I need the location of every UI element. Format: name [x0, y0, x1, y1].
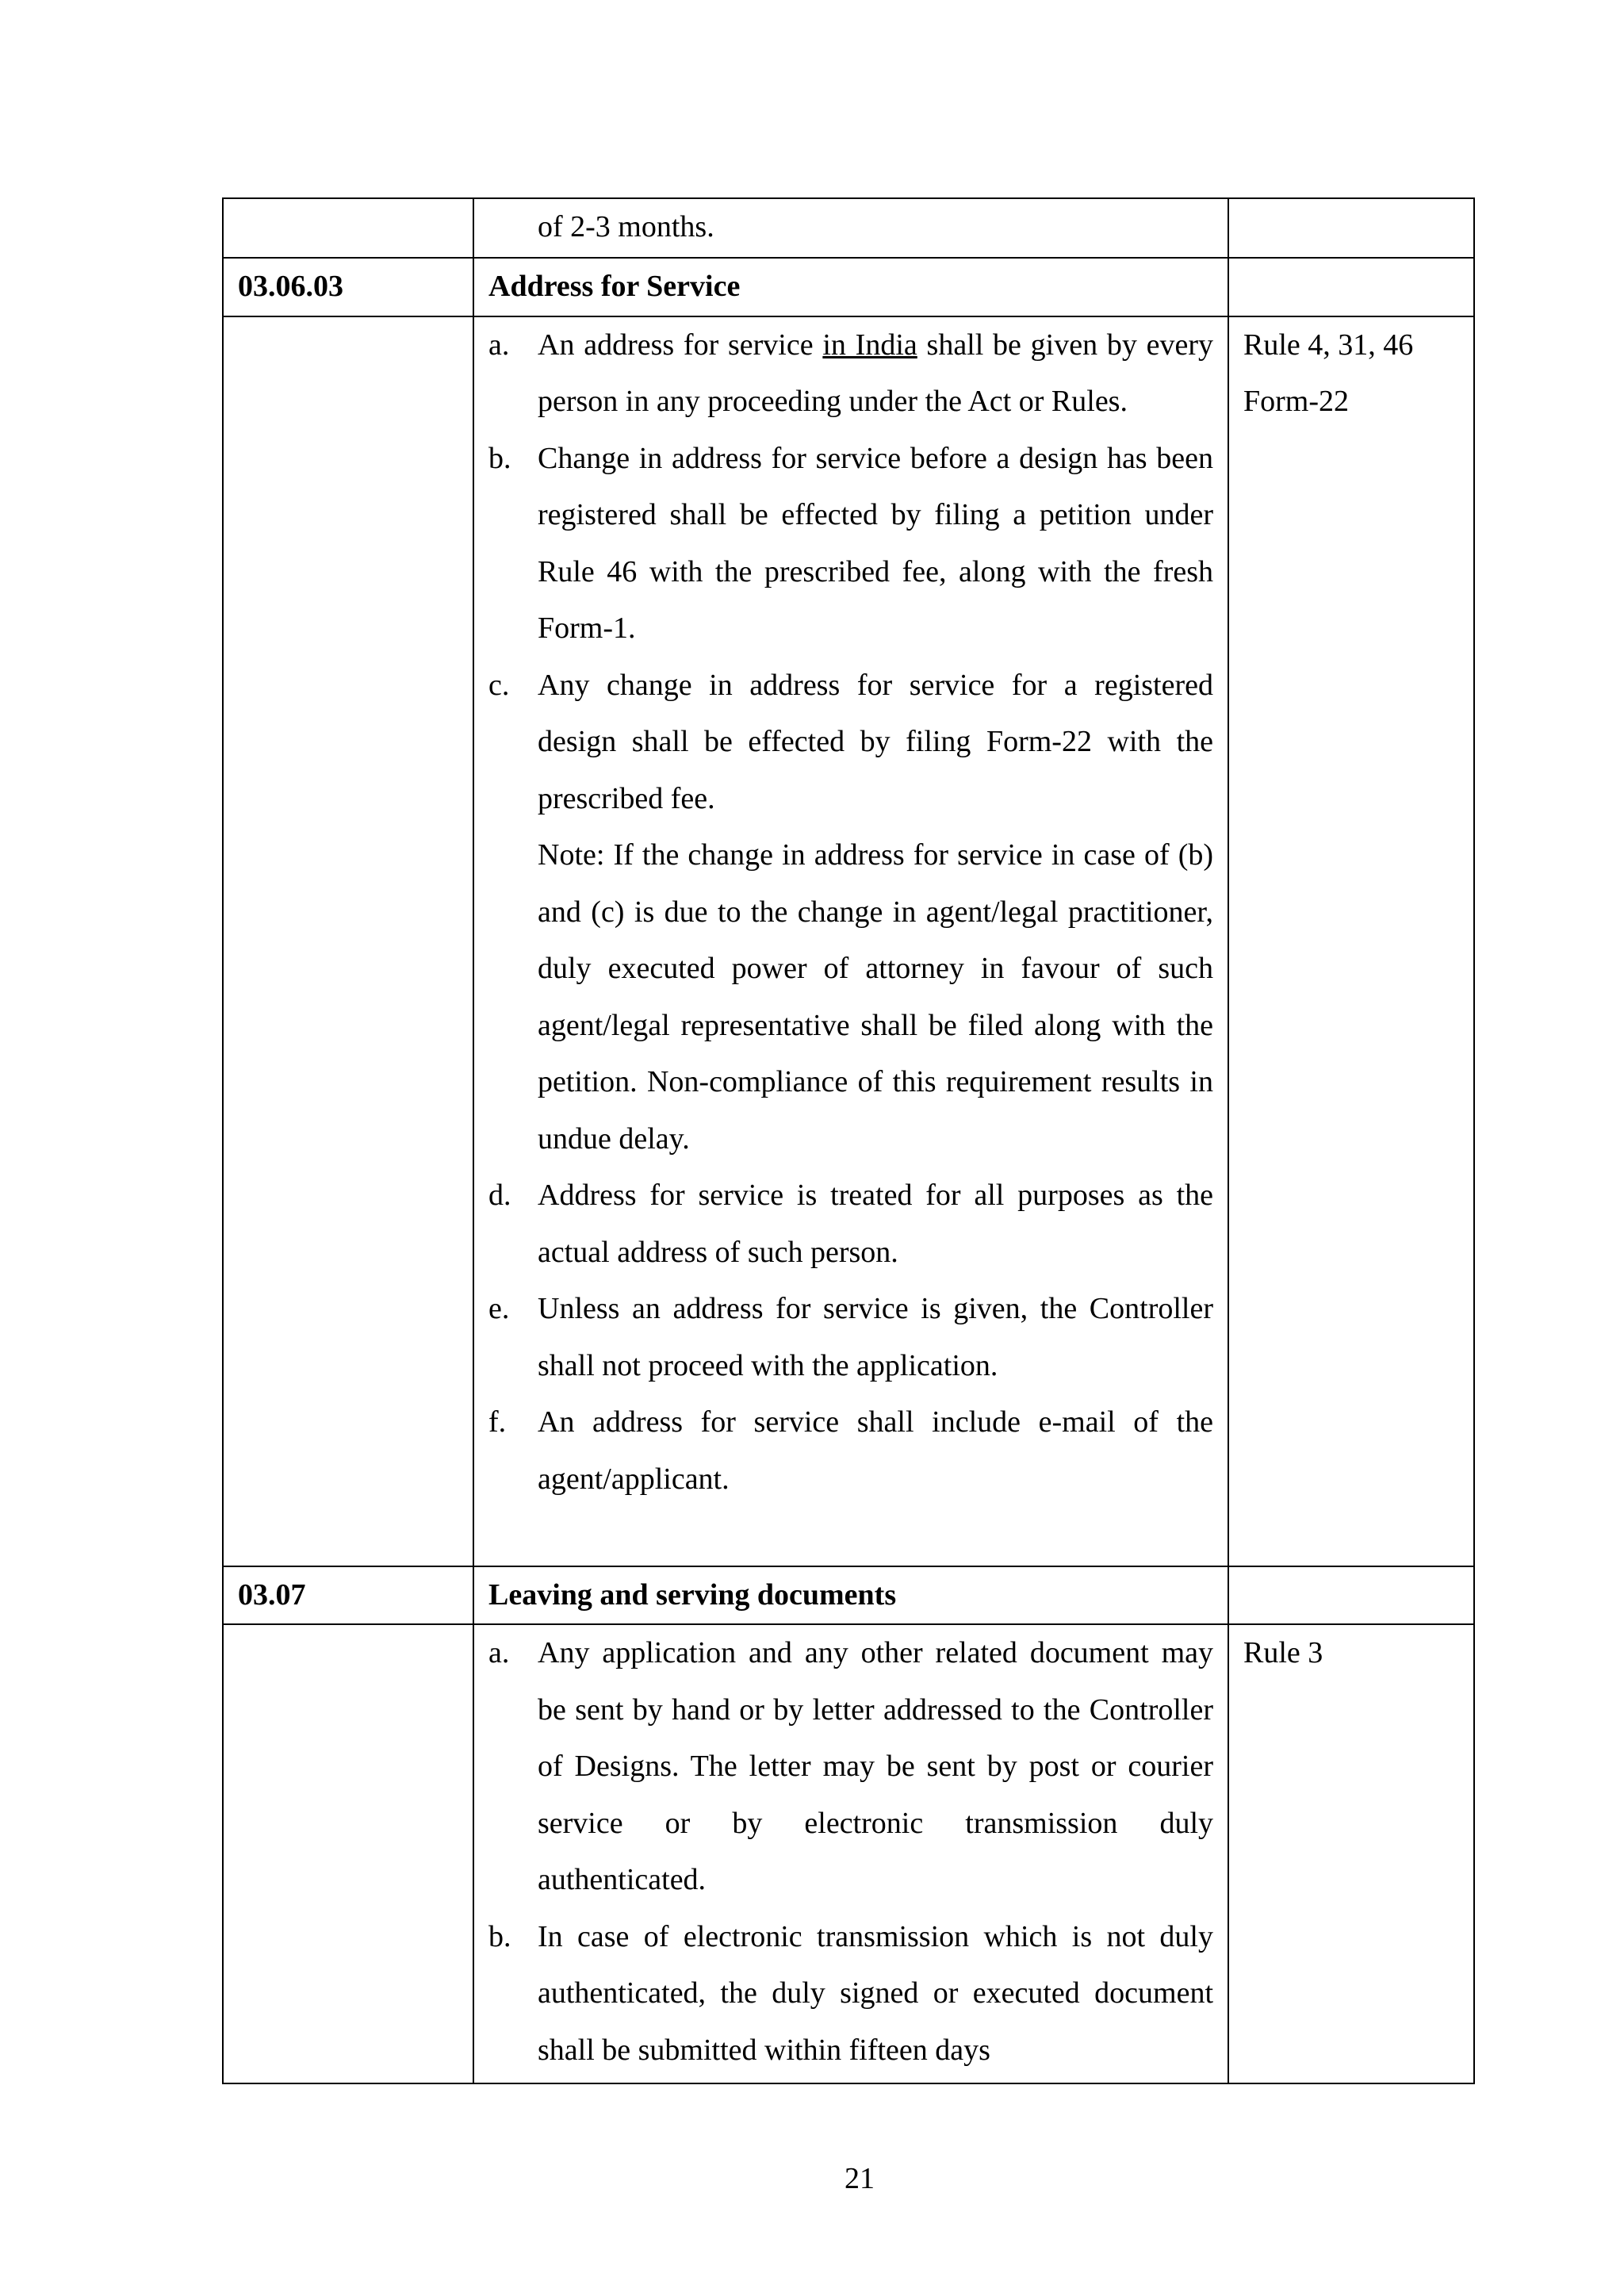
section-body-content — [473, 1624, 1228, 2083]
list-item — [488, 1281, 1213, 1394]
section-code: 03.06.03 — [223, 258, 473, 316]
continuation-ref-cell — [1228, 198, 1474, 258]
section-heading-ref-cell — [1228, 1566, 1474, 1625]
section-heading: Address for Service — [473, 258, 1228, 316]
item-list — [488, 317, 1213, 1508]
item-text: In case of electronic transmission which is not duly authenticated, the duly signed or executed document shall be submitted within fifteen days — [538, 1919, 1213, 2067]
page-number: 21 — [845, 2162, 875, 2195]
item-text: Any application and any other related document may be sent by hand or by letter addressed to the Controller of Designs. The letter may be sent by post or courier service or by electronic transmission duly authenticated. — [538, 1636, 1213, 1896]
section-heading: Leaving and serving documents — [473, 1566, 1228, 1625]
item-label: e. — [488, 1292, 510, 1325]
item-label: b. — [488, 1919, 511, 1953]
reference-cell — [1228, 316, 1474, 1566]
item-text: shall be given by every person in any proceeding under the Act or Rules. — [538, 328, 1214, 418]
section-body-code-cell — [223, 1624, 473, 2083]
continuation-row — [223, 198, 1474, 258]
list-item — [488, 431, 1213, 657]
list-item — [488, 657, 1213, 1168]
note-text: Note: If the change in address for service in case of (b) and (c) is due to the change in agent/legal practitioner, duly executed power of attorney in favour of such agent/legal representative shall be filed along with the petition. Non-compliance of this requirement results in undue delay. — [538, 838, 1213, 1156]
reference-cell — [1228, 1624, 1474, 2083]
list-item — [488, 1394, 1213, 1508]
rule-reference: Rule 3 — [1243, 1636, 1323, 1669]
item-text: Any change in address for service for a registered design shall be effected by filing Form-22 with the prescribed fee. — [538, 668, 1213, 815]
item-label: d. — [488, 1179, 511, 1212]
item-list — [488, 1625, 1213, 2079]
section-heading-row — [223, 258, 1474, 316]
continuation-content-cell — [473, 198, 1228, 258]
form-reference: Form-22 — [1243, 385, 1349, 418]
underlined-text: in India — [822, 328, 917, 362]
section-code: 03.07 — [223, 1566, 473, 1625]
item-label: a. — [488, 1636, 510, 1669]
item-text: Unless an address for service is given, the Controller shall not proceed with the application. — [538, 1292, 1213, 1382]
list-item — [488, 1167, 1213, 1281]
section-body-row — [223, 1624, 1474, 2083]
item-text: Change in address for service before a design has been registered shall be effected by filing a petition under Rule 46 with the prescribed fee, along with the fresh Form-1. — [538, 441, 1213, 645]
item-label: f. — [488, 1405, 507, 1439]
continuation-code-cell — [223, 198, 473, 258]
continuation-text: of 2-3 months. — [538, 210, 714, 243]
rule-reference: Rule 4, 31, 46 — [1243, 328, 1414, 362]
list-item — [488, 1625, 1213, 1909]
item-text: An address for service shall include e-mail of the agent/applicant. — [538, 1405, 1213, 1496]
section-body-content — [473, 316, 1228, 1566]
content-table — [222, 197, 1475, 2084]
item-label: a. — [488, 328, 510, 362]
section-heading-ref-cell — [1228, 258, 1474, 316]
item-text: Address for service is treated for all purposes as the actual address of such person. — [538, 1179, 1213, 1269]
item-label: b. — [488, 441, 511, 475]
section-body-code-cell — [223, 316, 473, 1566]
list-item — [488, 1909, 1213, 2079]
item-text: An address for service — [538, 328, 823, 362]
section-heading-row — [223, 1566, 1474, 1625]
list-item — [488, 317, 1213, 431]
item-label: c. — [488, 668, 510, 702]
section-body-row — [223, 316, 1474, 1566]
